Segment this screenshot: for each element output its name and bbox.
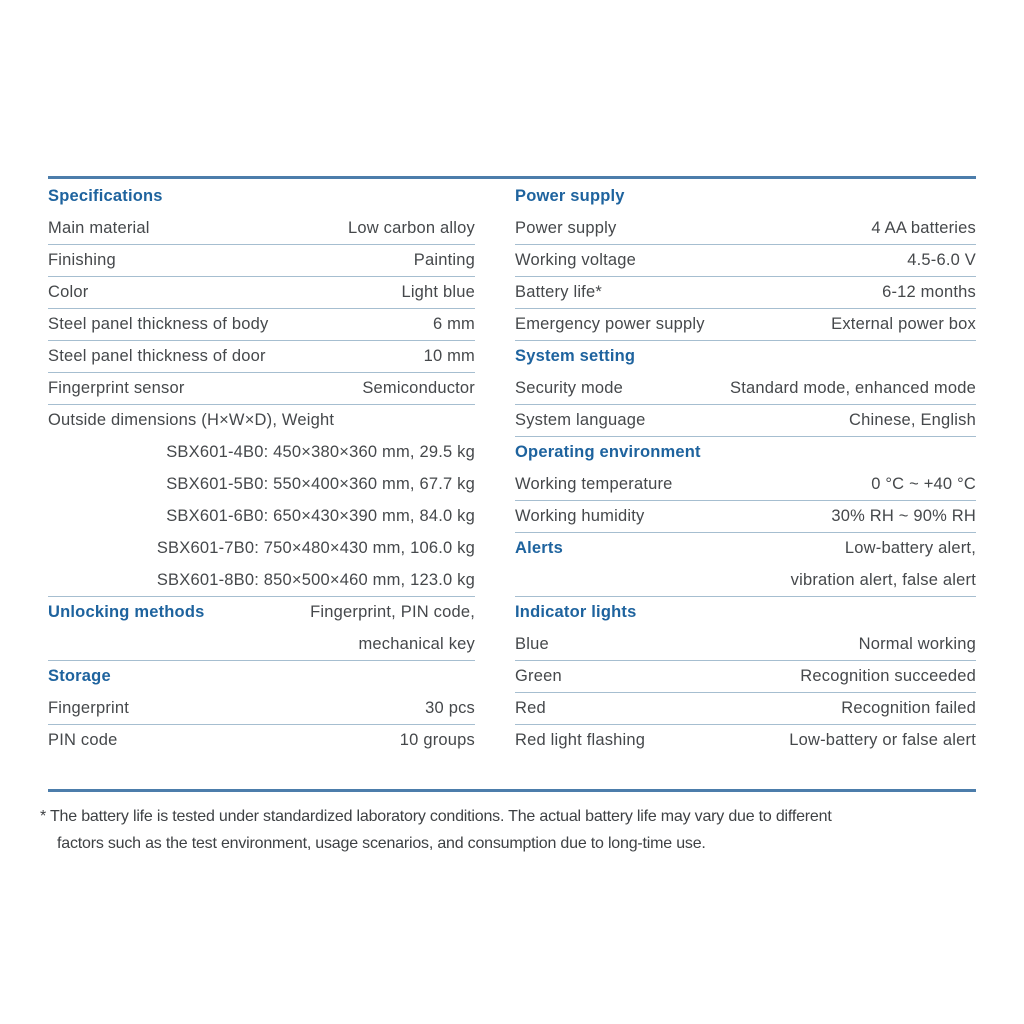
left-column	[48, 181, 475, 757]
spec-row	[515, 725, 976, 757]
spec-row	[515, 213, 976, 245]
value-continuation-line	[48, 437, 475, 469]
spec-label: System language	[515, 411, 646, 429]
spec-row	[515, 693, 976, 725]
section-header-row	[48, 597, 475, 629]
spec-row	[515, 501, 976, 533]
spec-value: Painting	[413, 251, 475, 269]
section-title: Alerts	[515, 539, 563, 557]
spec-value: SBX601-8B0: 850×500×460 mm, 123.0 kg	[156, 571, 475, 589]
spec-row	[48, 693, 475, 725]
top-divider	[48, 176, 976, 179]
spec-label: Finishing	[48, 251, 116, 269]
spec-label: Fingerprint sensor	[48, 379, 185, 397]
spec-value: 10 mm	[423, 347, 475, 365]
section-header	[515, 341, 976, 373]
spec-row	[515, 405, 976, 437]
spec-row	[48, 725, 475, 757]
spec-label: Steel panel thickness of body	[48, 315, 269, 333]
spec-label: Working temperature	[515, 475, 673, 493]
spec-value: Low carbon alloy	[347, 219, 475, 237]
spec-columns	[48, 181, 976, 757]
spec-label: Working voltage	[515, 251, 637, 269]
footnote-line-2: factors such as the test environment, usage scenarios, and consumption due to long-time use.	[57, 835, 706, 852]
section-header	[515, 597, 976, 629]
spec-value: Fingerprint, PIN code,	[310, 603, 475, 621]
section-title: Operating environment	[515, 443, 701, 461]
spec-value: 4.5-6.0 V	[907, 251, 976, 269]
spec-value: Recognition succeeded	[800, 667, 976, 685]
spec-row	[515, 309, 976, 341]
value-continuation-line	[515, 565, 976, 597]
value-continuation-line	[48, 533, 475, 565]
spec-value: 4 AA batteries	[871, 219, 976, 237]
section-title: Power supply	[515, 187, 625, 205]
spec-value: vibration alert, false alert	[790, 571, 976, 589]
spec-value: 6-12 months	[882, 283, 976, 301]
section-header	[515, 181, 976, 213]
spec-value: Light blue	[401, 283, 475, 301]
value-continuation-line	[48, 501, 475, 533]
spec-row	[515, 629, 976, 661]
spec-row	[515, 277, 976, 309]
spec-row	[515, 373, 976, 405]
spec-label: Steel panel thickness of door	[48, 347, 266, 365]
spec-value: 30 pcs	[425, 699, 475, 717]
spec-label: Blue	[515, 635, 549, 653]
spec-label: Security mode	[515, 379, 624, 397]
spec-value: 0 °C ~ +40 °C	[871, 475, 976, 493]
spec-value: Standard mode, enhanced mode	[730, 379, 976, 397]
spec-label: Battery life*	[515, 283, 602, 301]
section-title: Storage	[48, 667, 111, 685]
spec-label: Working humidity	[515, 507, 645, 525]
section-header	[515, 437, 976, 469]
spec-value: Low-battery alert,	[844, 539, 976, 557]
spec-value: SBX601-5B0: 550×400×360 mm, 67.7 kg	[166, 475, 475, 493]
spec-row	[48, 373, 475, 405]
bottom-divider	[48, 789, 976, 792]
spec-row	[48, 341, 475, 373]
spec-value: Recognition failed	[841, 699, 976, 717]
footnote-line-1: * The battery life is tested under standardized laboratory conditions. The actual battery life may vary due to different	[40, 808, 832, 825]
spec-label: Emergency power supply	[515, 315, 705, 333]
section-header	[48, 661, 475, 693]
spec-label: Main material	[48, 219, 150, 237]
spec-value: Normal working	[858, 635, 976, 653]
section-header	[48, 181, 475, 213]
value-continuation-line	[48, 469, 475, 501]
spec-value: Semiconductor	[362, 379, 475, 397]
right-column	[515, 181, 976, 757]
spec-label: Outside dimensions (H×W×D), Weight	[48, 411, 335, 429]
spec-label: Red	[515, 699, 546, 717]
spec-label: Color	[48, 283, 89, 301]
spec-value: SBX601-7B0: 750×480×430 mm, 106.0 kg	[156, 539, 475, 557]
spec-value: 6 mm	[432, 315, 475, 333]
spec-row	[48, 245, 475, 277]
spec-label: Green	[515, 667, 562, 685]
spec-row	[48, 277, 475, 309]
section-header-row	[515, 533, 976, 565]
spec-label: Fingerprint	[48, 699, 130, 717]
spec-value: SBX601-4B0: 450×380×360 mm, 29.5 kg	[166, 443, 475, 461]
spec-value: External power box	[831, 315, 976, 333]
spec-row	[48, 213, 475, 245]
spec-label: PIN code	[48, 731, 118, 749]
spec-value: SBX601-6B0: 650×430×390 mm, 84.0 kg	[166, 507, 475, 525]
spec-row	[48, 309, 475, 341]
spec-value: 30% RH ~ 90% RH	[831, 507, 976, 525]
value-continuation-line	[48, 565, 475, 597]
section-title: System setting	[515, 347, 636, 365]
spec-row	[515, 469, 976, 501]
spec-label-row	[48, 405, 475, 437]
spec-value: Chinese, English	[848, 411, 976, 429]
section-title: Indicator lights	[515, 603, 637, 621]
spec-value: 10 groups	[399, 731, 475, 749]
spec-row	[515, 245, 976, 277]
spec-row	[515, 661, 976, 693]
spec-label: Power supply	[515, 219, 617, 237]
spec-label: Red light flashing	[515, 731, 646, 749]
section-title: Unlocking methods	[48, 603, 205, 621]
spec-value: Low-battery or false alert	[789, 731, 976, 749]
battery-footnote	[40, 803, 976, 857]
value-continuation-line	[48, 629, 475, 661]
section-title: Specifications	[48, 187, 163, 205]
spec-value: mechanical key	[358, 635, 475, 653]
